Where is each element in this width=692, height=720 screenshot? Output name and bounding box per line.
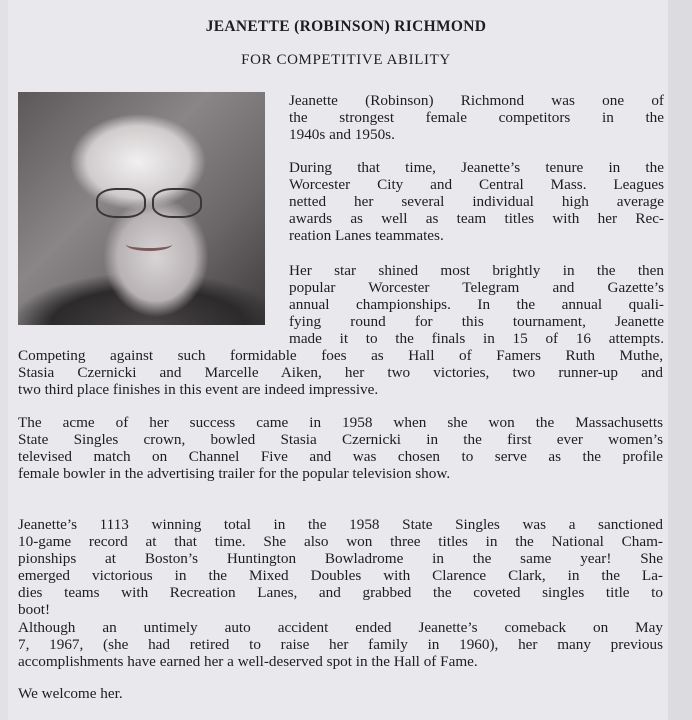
paragraph-1-line: the strongest female competitors in the [289, 109, 664, 126]
paragraph-6-line: 7, 1967, (she had retired to raise her family in 1960), her many previous [18, 636, 663, 653]
paragraph-5-line: pionships at Boston’s Huntington Bowladrome in the same year! She [18, 550, 663, 567]
paragraph-5-line: 10-game record at that time. She also won three titles in the National Cham- [18, 533, 663, 550]
paragraph-5-line: Jeanette’s 1113 winning total in the 1958 State Singles was a sanctioned [18, 516, 663, 533]
paragraph-2-line: During that time, Jeanette’s tenure in the [289, 159, 664, 176]
paragraph-3-line: annual championships. In the annual quali- [289, 296, 664, 313]
paragraph-6-line: Although an untimely auto accident ended Jeanette’s comeback on May [18, 619, 663, 636]
glasses-left [96, 188, 146, 218]
paragraph-3-line: fying round for this tournament, Jeanette [289, 313, 664, 330]
paragraph-5-line: emerged victorious in the Mixed Doubles with Clarence Clark, in the La- [18, 567, 663, 584]
paragraph-1-line: Jeanette (Robinson) Richmond was one of [289, 92, 664, 109]
glasses-right [152, 188, 202, 218]
paragraph-3-line: Her star shined most brightly in the then [289, 262, 664, 279]
paragraph-2-line: Worcester City and Central Mass. Leagues [289, 176, 664, 193]
paragraph-4-line: The acme of her success came in 1958 when she won the Massachusetts [18, 414, 663, 431]
paragraph-5-line: boot! [18, 601, 51, 618]
paragraph-3-line: made it to the finals in 15 of 16 attempts. [289, 330, 664, 347]
paragraph-3-line: Stasia Czernicki and Marcelle Aiken, her two victories, two runner-up and [18, 364, 663, 381]
paragraph-5-line: dies teams with Recreation Lanes, and grabbed the coveted singles title to [18, 584, 663, 601]
paragraph-4-line: State Singles crown, bowled Stasia Czernicki in the first ever women’s [18, 431, 663, 448]
paragraph-4-line: female bowler in the advertising trailer for the popular television show. [18, 465, 451, 482]
portrait-photo [18, 92, 265, 325]
paragraph-4-line: televised match on Channel Five and was chosen to serve as the profile [18, 448, 663, 465]
paragraph-1-line: 1940s and 1950s. [289, 126, 395, 143]
paragraph-2-line: awards as well as team titles with her Rec- [289, 210, 664, 227]
paragraph-7-line: We welcome her. [18, 685, 123, 702]
paragraph-3-line: popular Worcester Telegram and Gazette’s [289, 279, 664, 296]
page-right-edge [668, 0, 692, 720]
paragraph-3-line: Competing against such formidable foes as Hall of Famers Ruth Muthe, [18, 347, 663, 364]
paragraph-3-line: two third place finishes in this event are indeed impressive. [18, 381, 379, 398]
page-left-edge [0, 0, 8, 720]
article-subtitle: FOR COMPETITIVE ABILITY [241, 52, 451, 68]
article-title: JEANETTE (ROBINSON) RICHMOND [205, 18, 487, 35]
paragraph-6-line: accomplishments have earned her a well-deserved spot in the Hall of Fame. [18, 653, 478, 670]
paragraph-2-line: reation Lanes teammates. [289, 227, 444, 244]
smile [126, 238, 172, 251]
paragraph-2-line: netted her several individual high average [289, 193, 664, 210]
